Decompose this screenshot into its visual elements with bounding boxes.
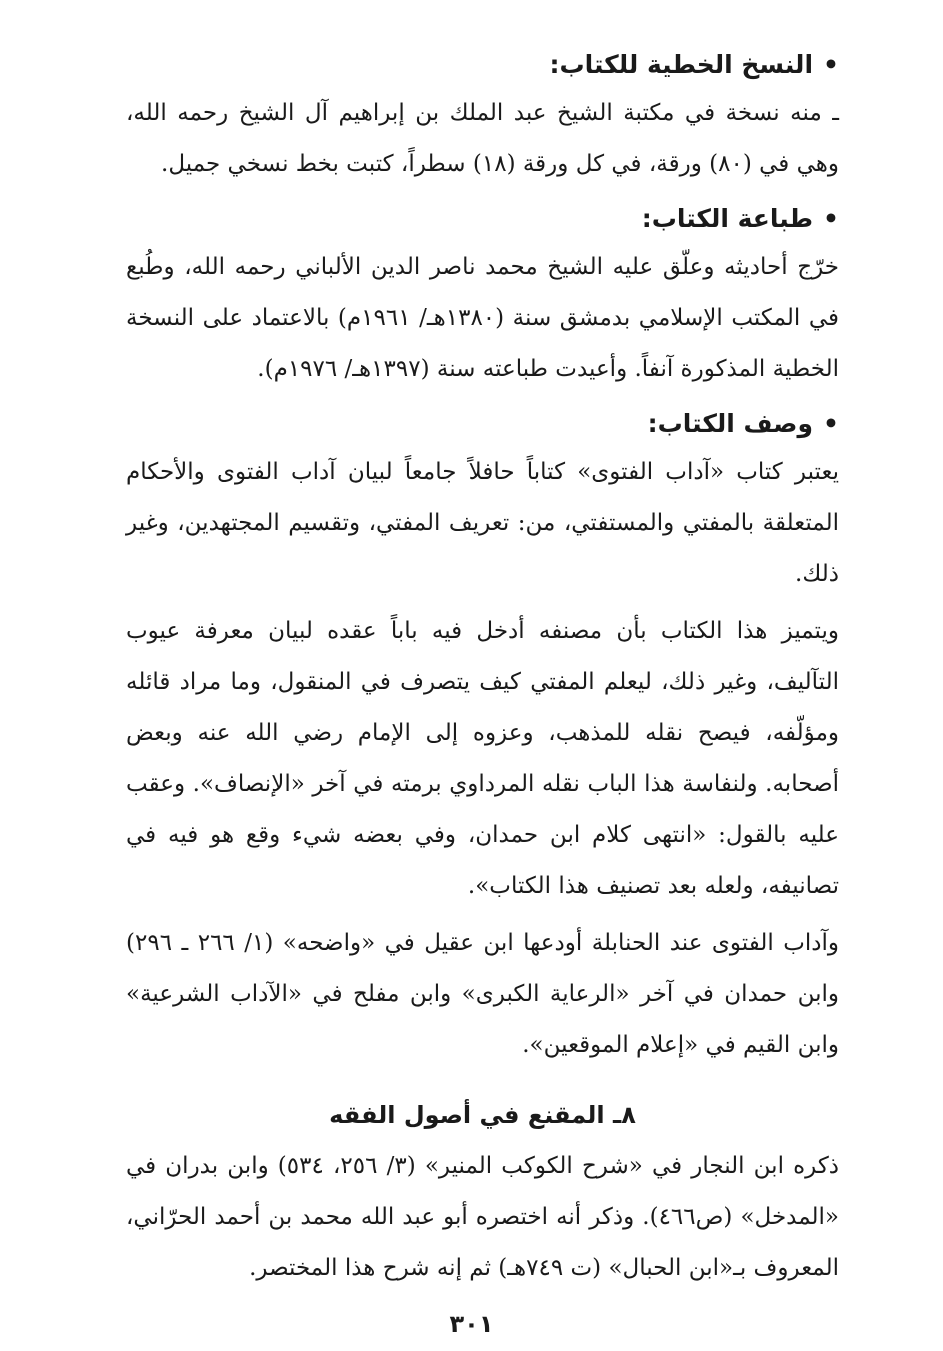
bullet-icon: •	[823, 50, 839, 79]
chapter-title: ٨ـ المقنع في أصول الفقه	[329, 1101, 636, 1129]
bullet-icon: •	[823, 409, 839, 438]
page-number: ٣٠١	[449, 1310, 494, 1338]
paragraph: يعتبر كتاب «آداب الفتوى» كتاباً حافلاً جامعاً لبيان آداب الفتوى والأحكام المتعلقة بالمفتي والمستفتي، من: تعريف المفتي، وتقسيم المجتهدين، وغير ذلك.	[126, 459, 839, 587]
section-heading-text: وصف الكتاب:	[647, 409, 814, 438]
paragraph: وآداب الفتوى عند الحنابلة أودعها ابن عقيل في «واضحه» (١/ ٢٦٦ ـ ٢٩٦) وابن حمدان في آخر «الرعاية الكبرى» وابن مفلح في «الآداب الشرعية» وابن القيم في «إعلام الموقعين».	[126, 930, 839, 1058]
paragraph: ويتميز هذا الكتاب بأن مصنفه أدخل فيه باباً عقده لبيان معرفة عيوب التآليف، وغير ذلك، ليعلم المفتي كيف يتصرف في المنقول، وما مراد قائله ومؤلّفه، فيصح نقله للمذهب، وعزوه إلى الإمام رضي الله عنه وبعض أصحابه. ولنفاسة هذا الباب نقله المرداوي برمته في آخر «الإنصاف». وعقب عليه بالقول: «انتهى كلام ابن حمدان، وفي بعضه شيء وقع هو فيه في تصانيفه، ولعله بعد تصنيف هذا الكتاب».	[126, 618, 840, 899]
paragraph: خرّج أحاديثه وعلّق عليه الشيخ محمد ناصر الدين الألباني رحمه الله، وطُبع في المكتب الإسلامي بدمشق سنة (١٣٨٠هـ/ ١٩٦١م) بالاعتماد على النسخة الخطية المذكورة آنفاً. وأعيدت طباعته سنة (١٣٩٧هـ/ ١٩٧٦م).	[126, 254, 839, 382]
section-heading-description	[126, 401, 839, 447]
section-heading-text: طباعة الكتاب:	[641, 204, 814, 233]
section-heading-printing	[126, 196, 839, 242]
section-heading-manuscripts	[126, 42, 839, 88]
paragraph: ذكره ابن النجار في «شرح الكوكب المنير» (٣/ ٢٥٦، ٥٣٤) وابن بدران في «المدخل» (ص٤٦٦). وذكر أنه اختصره أبو عبد الله محمد بن أحمد الحرّاني، المعروف بـ«ابن الحبال» (ت ٧٤٩هـ) ثم إنه شرح هذا المختصر.	[126, 1153, 840, 1281]
page-body	[126, 42, 839, 1294]
bullet-icon: •	[823, 204, 839, 233]
section-heading-text: النسخ الخطية للكتاب:	[549, 50, 814, 79]
paragraph: ـ منه نسخة في مكتبة الشيخ عبد الملك بن إبراهيم آل الشيخ رحمه الله، وهي في (٨٠) ورقة، في كل ورقة (١٨) سطراً، كتبت بخط نسخي جميل.	[126, 100, 839, 177]
